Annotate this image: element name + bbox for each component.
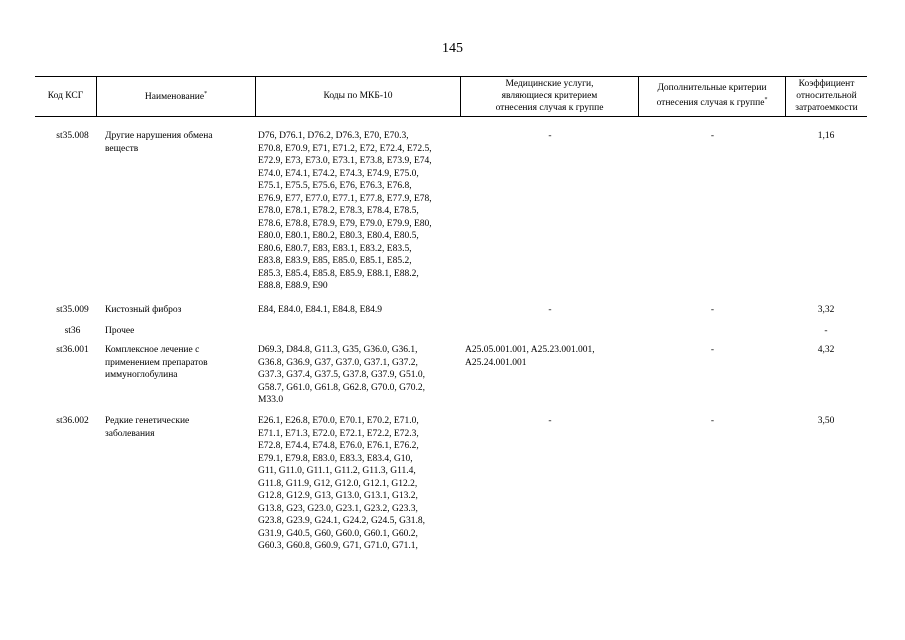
medical-services-line: - [548, 131, 552, 141]
header-mkb: Коды по МКБ-10 [323, 91, 393, 101]
ksg-code-line: st35.009 [56, 305, 89, 315]
mkb-codes-line: G23.8, G23.9, G24.1, G24.2, G24.5, G31.8, [258, 516, 426, 526]
ksg-code [35, 325, 110, 338]
mkb-codes-line: G11, G11.0, G11.1, G11.2, G11.3, G11.4, [258, 466, 416, 476]
mkb-codes [258, 130, 463, 293]
cost-coefficient [785, 344, 867, 357]
cost-coefficient-line: 3,32 [817, 305, 835, 315]
mkb-codes-line: E76.9, E77, E77.0, E77.1, E77.8, E77.9, E78, [258, 193, 432, 204]
additional-criteria [640, 304, 785, 317]
mkb-codes-line: E80.6, E80.7, E83, E83.1, E83.2, E83.5, [258, 243, 412, 254]
ksg-name-line: иммуноглобулина [105, 370, 178, 380]
mkb-codes-line: E83.8, E83.9, E85, E85.0, E85.1, E85.2, [258, 256, 412, 266]
ksg-name [105, 344, 255, 382]
mkb-codes-line: M33.0 [258, 395, 284, 405]
cost-coefficient [785, 325, 867, 338]
mkb-codes-line: E80.0, E80.1, E80.2, E80.3, E80.4, E80.5, [258, 231, 419, 241]
ksg-code [35, 415, 110, 428]
mkb-codes-line: D69.3, D84.8, G11.3, G35, G36.0, G36.1, [258, 345, 418, 355]
ksg-name-line: Кистозный фиброз [105, 305, 182, 315]
additional-criteria [640, 344, 785, 357]
ksg-name-line: веществ [105, 143, 139, 154]
mkb-codes-line: G13.8, G23, G23.0, G23.1, G23.2, G23.3, [258, 503, 418, 514]
medical-services-line: - [548, 416, 552, 426]
mkb-codes-line: G37.3, G37.4, G37.5, G37.8, G37.9, G51.0, [258, 370, 426, 380]
ksg-name [105, 304, 255, 317]
header-services: Медицинские услуги, являющиеся критерием отнесения случая к группе [495, 79, 604, 113]
page-number: 145 [442, 41, 463, 56]
mkb-codes-line: E26.1, E26.8, E70.0, E70.1, E70.2, E71.0, [258, 416, 419, 426]
medical-services-line: A25.24.001.001 [465, 357, 527, 368]
mkb-codes-line: G11.8, G11.9, G12, G12.0, G12.1, G12.2, [258, 478, 418, 489]
table-header-bottom-rule [35, 116, 867, 117]
cost-coefficient-line: - [824, 326, 828, 336]
mkb-codes [258, 415, 463, 553]
ksg-code-line: st36.001 [56, 345, 89, 355]
ksg-name [105, 130, 255, 155]
mkb-codes [258, 304, 463, 317]
ksg-name-line: заболевания [105, 428, 155, 439]
cost-coefficient-line: 3,50 [817, 416, 835, 426]
mkb-codes-line: G58.7, G61.0, G61.8, G62.8, G70.0, G70.2, [258, 382, 426, 393]
mkb-codes-line: E71.1, E71.3, E72.0, E72.1, E72.2, E72.3, [258, 428, 419, 439]
header-additional-criteria: Дополнительные критерии отнесения случая к группе* [656, 83, 768, 109]
mkb-codes-line: D76, D76.1, D76.2, D76.3, E70, E70.3, [258, 131, 409, 141]
ksg-code-line: st36.002 [56, 416, 89, 426]
cost-coefficient [785, 304, 867, 317]
mkb-codes-line: G12.8, G12.9, G13, G13.0, G13.1, G13.2, [258, 491, 418, 501]
ksg-name-line: применением препаратов [105, 357, 208, 368]
mkb-codes-line: E70.8, E70.9, E71, E71.2, E72, E72.4, E72.5, [258, 143, 432, 154]
medical-services [465, 344, 635, 369]
mkb-codes-line: E79.1, E79.8, E83.0, E83.3, E83.4, G10, [258, 453, 413, 464]
ksg-name-line: Редкие генетические [105, 416, 190, 426]
ksg-code [35, 304, 110, 317]
mkb-codes-line: E78.0, E78.1, E78.2, E78.3, E78.4, E78.5, [258, 206, 419, 216]
additional-criteria-line: - [710, 305, 715, 315]
header-code: Код КСГ [47, 91, 84, 101]
mkb-codes-line: E74.0, E74.1, E74.2, E74.3, E74.9, E75.0, [258, 168, 419, 179]
mkb-codes-line: G60.3, G60.8, G60.9, G71, G71.0, G71.1, [258, 541, 418, 551]
mkb-codes-line: E84, E84.0, E84.1, E84.8, E84.9 [258, 305, 383, 315]
additional-criteria [640, 415, 785, 428]
mkb-codes [258, 344, 463, 407]
additional-criteria [640, 130, 785, 143]
additional-criteria-line: - [710, 131, 715, 141]
header-coefficient: Коэффициент относительной затратоемкости [795, 79, 858, 113]
ksg-name [105, 415, 255, 440]
medical-services [465, 130, 635, 143]
cost-coefficient [785, 130, 867, 143]
ksg-name-line: Другие нарушения обмена [105, 131, 213, 141]
mkb-codes-line: E85.3, E85.4, E85.8, E85.9, E88.1, E88.2, [258, 268, 419, 279]
cost-coefficient-line: 1,16 [817, 131, 835, 141]
mkb-codes-line: E78.6, E78.8, E78.9, E79, E79.0, E79.9, E80, [258, 218, 432, 229]
medical-services-line: - [548, 305, 552, 315]
mkb-codes-line: E75.1, E75.5, E75.6, E76, E76.3, E76.8, [258, 181, 412, 191]
ksg-code-line: st36 [64, 326, 81, 336]
additional-criteria-line: - [710, 345, 715, 355]
mkb-codes-line: G31.9, G40.5, G60, G60.0, G60.1, G60.2, [258, 528, 418, 539]
ksg-code-line: st35.008 [56, 131, 89, 141]
additional-criteria-line: - [710, 416, 715, 426]
header-name: Наименование* [144, 91, 208, 103]
ksg-name-line: Комплексное лечение с [105, 345, 200, 355]
ksg-code [35, 130, 110, 143]
cost-coefficient [785, 415, 867, 428]
ksg-name-line: Прочее [105, 326, 135, 336]
medical-services-line: A25.05.001.001, A25.23.001.001, [465, 345, 595, 355]
ksg-name [105, 325, 255, 338]
ksg-code [35, 344, 110, 357]
mkb-codes-line: E72.9, E73, E73.0, E73.1, E73.8, E73.9, E74, [258, 156, 432, 166]
medical-services [465, 415, 635, 428]
cost-coefficient-line: 4,32 [817, 345, 835, 355]
mkb-codes-line: G36.8, G36.9, G37, G37.0, G37.1, G37.2, [258, 357, 418, 368]
mkb-codes-line: E72.8, E74.4, E74.8, E76.0, E76.1, E76.2, [258, 441, 419, 451]
mkb-codes-line: E88.8, E88.9, E90 [258, 281, 328, 291]
medical-services [465, 304, 635, 317]
